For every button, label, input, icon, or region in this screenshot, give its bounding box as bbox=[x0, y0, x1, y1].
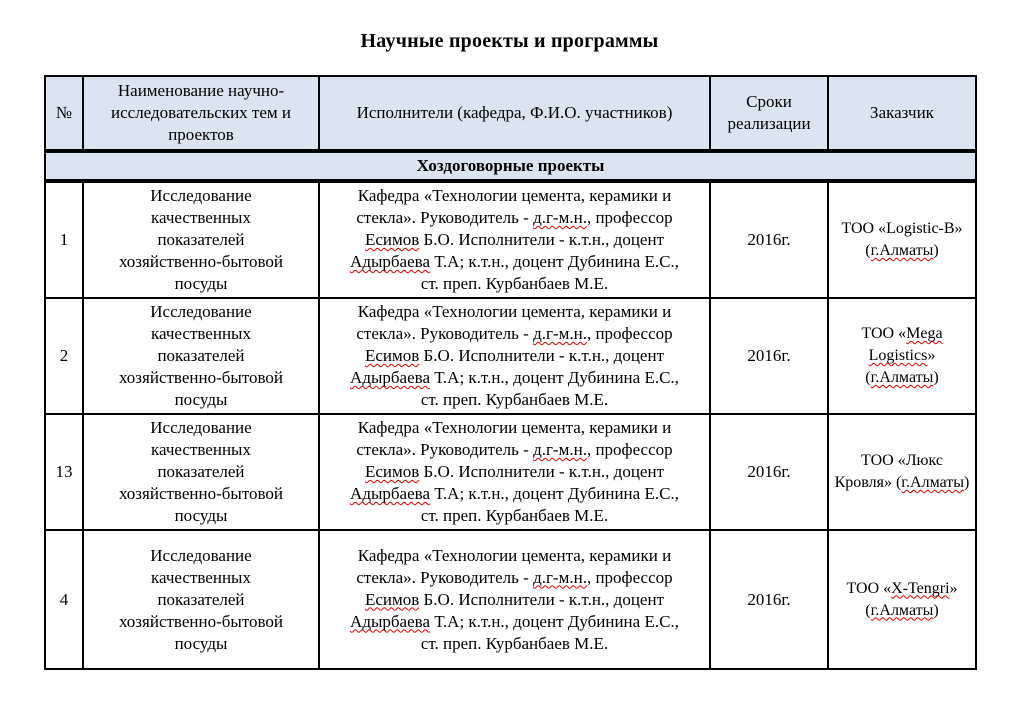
executors-cell bbox=[319, 530, 710, 669]
header-cell-customer: Заказчик bbox=[828, 76, 976, 151]
section-row bbox=[45, 151, 976, 181]
text-segment: ТОО «Logistic-B» ( bbox=[841, 220, 963, 259]
text-segment: ТОО « bbox=[861, 325, 907, 342]
executors-text bbox=[345, 545, 685, 655]
misspelled-word: г.Алматы bbox=[870, 242, 934, 259]
misspelled-word: Есимов bbox=[364, 230, 420, 249]
text-segment: , профессор bbox=[586, 567, 673, 587]
row-number-cell: 2 bbox=[45, 298, 83, 414]
text-segment: Кафедра «Технологии цемента, керамики и стекла». Руководитель - bbox=[356, 186, 672, 227]
section-title: Хоздоговорные проекты bbox=[45, 151, 976, 181]
row-number-cell: 4 bbox=[45, 530, 83, 669]
misspelled-word: Адырбаева bbox=[350, 611, 430, 631]
projects-table bbox=[44, 75, 977, 670]
term-cell: 2016г. bbox=[710, 414, 828, 530]
header-cell-executors: Исполнители (кафедра, Ф.И.О. участников) bbox=[319, 76, 710, 151]
executors-cell bbox=[319, 181, 710, 298]
term-cell: 2016г. bbox=[710, 530, 828, 669]
text-segment: Б.О. Исполнители - к.т.н., доцент bbox=[419, 589, 665, 609]
misspelled-word: Есимов bbox=[364, 346, 420, 365]
text-segment: Кафедра «Технологии цемента, керамики и стекла». Руководитель - bbox=[356, 302, 672, 343]
misspelled-word: г.Алматы bbox=[870, 601, 934, 619]
misspelled-word: д.г-м.н. bbox=[533, 440, 587, 459]
text-segment: Кафедра «Технологии цемента, керамики и стекла». Руководитель - bbox=[356, 418, 672, 459]
row-number-cell: 13 bbox=[45, 414, 83, 530]
table-row bbox=[45, 530, 976, 669]
text-segment: Т.А; к.т.н., доцент Дубинина Е.С., ст. преп. Курбанбаев М.Е. bbox=[420, 484, 679, 525]
text-segment: , профессор bbox=[586, 324, 673, 343]
text-segment: ) bbox=[933, 601, 939, 619]
text-segment: ТОО «Люкс Кровля» ( bbox=[834, 452, 943, 491]
table-row bbox=[45, 298, 976, 414]
executors-cell bbox=[319, 298, 710, 414]
header-cell-topic: Наименование научно-исследовательских тем и проектов bbox=[83, 76, 319, 151]
text-segment: ) bbox=[964, 474, 970, 491]
text-segment: Т.А; к.т.н., доцент Дубинина Е.С., ст. преп. Курбанбаев М.Е. bbox=[420, 252, 679, 293]
misspelled-word: Есимов bbox=[364, 462, 420, 481]
misspelled-word: г.Алматы bbox=[870, 369, 934, 386]
misspelled-word: д.г-м.н. bbox=[533, 208, 587, 227]
topic-cell bbox=[83, 181, 319, 298]
text-segment: Т.А; к.т.н., доцент Дубинина Е.С., ст. преп. Курбанбаев М.Е. bbox=[420, 611, 679, 653]
topic-cell bbox=[83, 298, 319, 414]
customer-text bbox=[832, 450, 972, 494]
topic-text: Исследование качественных показателей хозяйственно-бытовой посуды bbox=[118, 302, 284, 409]
text-segment: ) bbox=[933, 369, 939, 386]
topic-cell bbox=[83, 414, 319, 530]
customer-cell bbox=[828, 181, 976, 298]
table-row bbox=[45, 414, 976, 530]
customer-text bbox=[832, 218, 972, 262]
text-segment: ) bbox=[933, 242, 939, 259]
text-segment: Т.А; к.т.н., доцент Дубинина Е.С., ст. преп. Курбанбаев М.Е. bbox=[420, 368, 679, 409]
customer-cell bbox=[828, 414, 976, 530]
customer-text bbox=[832, 578, 972, 622]
customer-cell bbox=[828, 298, 976, 414]
misspelled-word: Mega bbox=[906, 325, 943, 342]
executors-text bbox=[345, 417, 685, 527]
topic-text: Исследование качественных показателей хозяйственно-бытовой посуды bbox=[118, 545, 284, 653]
customer-cell bbox=[828, 530, 976, 669]
text-segment: Б.О. Исполнители - к.т.н., доцент bbox=[419, 462, 665, 481]
text-segment: Б.О. Исполнители - к.т.н., доцент bbox=[419, 230, 665, 249]
misspelled-word: г.Алматы bbox=[901, 474, 965, 491]
executors-text bbox=[345, 301, 685, 411]
term-cell: 2016г. bbox=[710, 181, 828, 298]
text-segment: » ( bbox=[865, 579, 958, 619]
topic-text: Исследование качественных показателей хозяйственно-бытовой посуды bbox=[118, 186, 284, 293]
text-segment: Кафедра «Технологии цемента, керамики и стекла». Руководитель - bbox=[356, 545, 672, 587]
table-row bbox=[45, 181, 976, 298]
text-segment: » ( bbox=[865, 347, 936, 386]
misspelled-word: Logistics bbox=[868, 347, 928, 364]
text-segment: , профессор bbox=[586, 208, 673, 227]
page-title: Научные проекты и программы bbox=[360, 30, 659, 52]
topic-text: Исследование качественных показателей хозяйственно-бытовой посуды bbox=[118, 418, 284, 525]
misspelled-word: Адырбаева bbox=[350, 368, 430, 387]
executors-cell bbox=[319, 414, 710, 530]
misspelled-word: д.г-м.н. bbox=[533, 567, 587, 587]
row-number-cell: 1 bbox=[45, 181, 83, 298]
header-cell-number: № bbox=[45, 76, 83, 151]
misspelled-word: Адырбаева bbox=[350, 252, 430, 271]
customer-text bbox=[832, 323, 972, 389]
misspelled-word: X-Tengri bbox=[891, 579, 950, 597]
term-cell: 2016г. bbox=[710, 298, 828, 414]
misspelled-word: Есимов bbox=[364, 589, 420, 609]
topic-cell bbox=[83, 530, 319, 669]
header-cell-term: Сроки реализации bbox=[710, 76, 828, 151]
text-segment: ТОО « bbox=[846, 579, 892, 597]
text-segment: Б.О. Исполнители - к.т.н., доцент bbox=[419, 346, 665, 365]
executors-text bbox=[345, 185, 685, 295]
misspelled-word: Адырбаева bbox=[350, 484, 430, 503]
text-segment: , профессор bbox=[586, 440, 673, 459]
table-header-row bbox=[45, 76, 976, 151]
misspelled-word: д.г-м.н. bbox=[533, 324, 587, 343]
